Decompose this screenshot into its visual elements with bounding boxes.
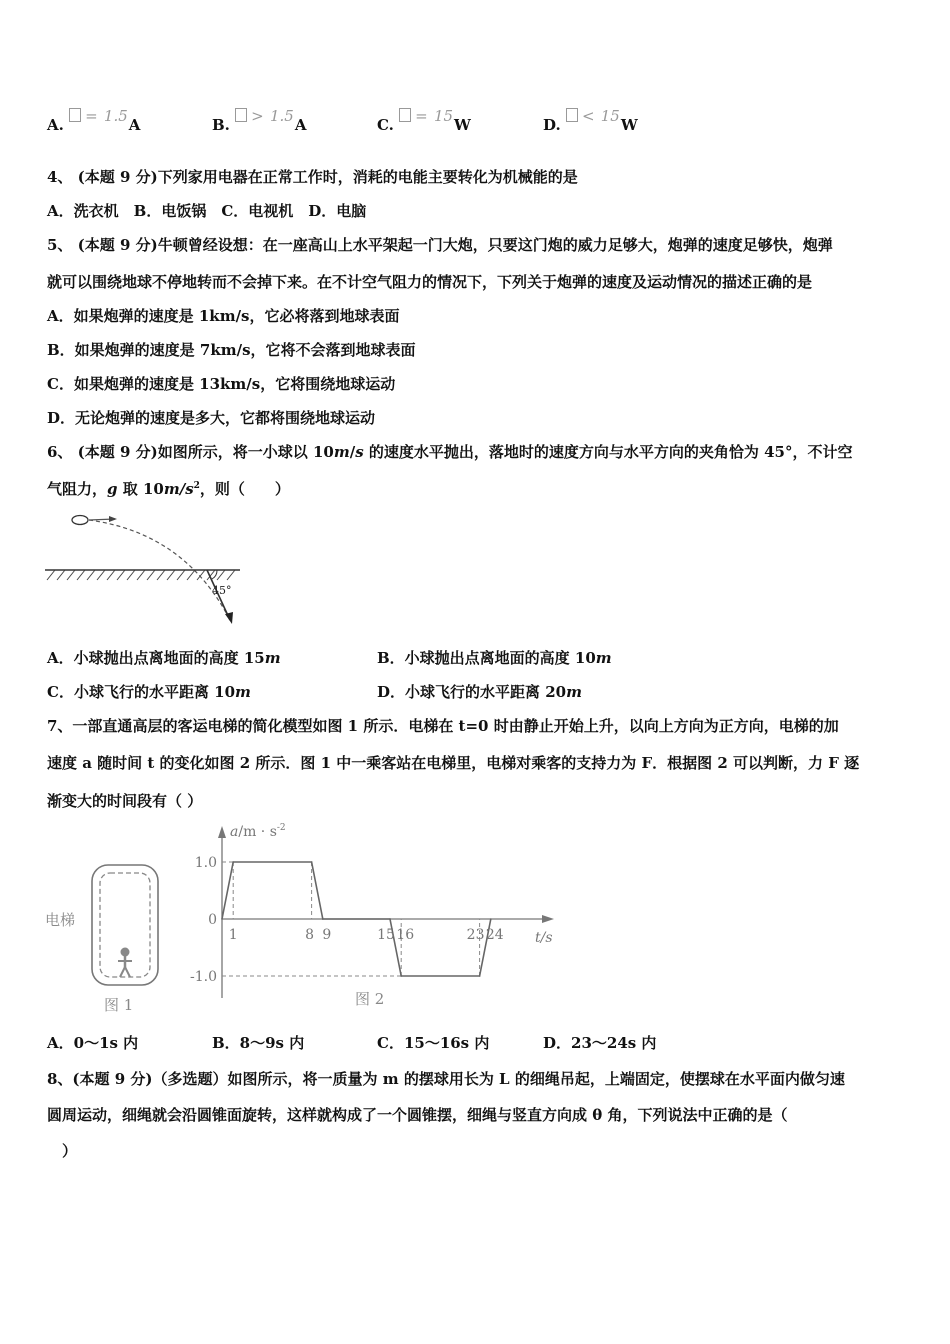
q6-option-b: B．小球抛出点离地面的高度 10m [377, 649, 612, 667]
x-tick-label: 24 [485, 927, 504, 943]
q4-stem: 4、 (本题 9 分)下列家用电器在正常工作时，消耗的电能主要转化为机械能的是 [47, 168, 578, 186]
x-axis-label: t/s [535, 930, 553, 946]
data-point [400, 975, 402, 977]
y-tick-label: -1.0 [190, 969, 217, 985]
q6-stem-line2: 气阻力，g 取 $10m/s^2$，则（ ） [47, 480, 290, 498]
x-tick-label: 9 [322, 927, 332, 943]
y-tick-label: 0 [208, 912, 217, 928]
q8-stem-line2: 圆周运动，细绳就会沿圆锥面旋转，这样就构成了一个圆锥摆，细绳与竖直方向成 θ 角，下列说法中正确的是（ [47, 1106, 788, 1124]
formula-placeholder-icon [235, 108, 247, 122]
data-point [389, 918, 391, 920]
x-tick-label: 8 [305, 927, 315, 943]
q4-options: A．洗衣机 B．电饭锅 C．电视机 D．电脑 [47, 202, 367, 220]
q5-option-a: A．如果炮弹的速度是 1km/s，它必将落到地球表面 [47, 307, 400, 325]
q5-stem-line2: 就可以围绕地球不停地转而不会掉下来。在不计空气阻力的情况下，下列关于炮弹的速度及运动情况的描述正确的是 [47, 273, 813, 291]
q8-stem-line3: ） [62, 1142, 78, 1160]
q7-stem-line2: 速度 a 随时间 t 的变化如图 2 所示．图 1 中一乘客站在电梯里，电梯对乘客的支持力为 F．根据图 2 可以判断，力 F 逐 [47, 754, 860, 772]
arrowhead-icon [225, 612, 233, 624]
x-tick-label: 1 [228, 927, 238, 943]
q7-stem-line1: 7、一部直通高层的客运电梯的简化模型如图 1 所示．电梯在 t=0 时由静止开始上升，以向上方向为正方向，电梯的加 [47, 717, 839, 735]
passenger-icon [118, 948, 132, 978]
x-tick-label: 15 [377, 927, 395, 943]
formula-placeholder-icon [69, 108, 81, 122]
y-axis-arrow-icon [218, 826, 226, 838]
data-point [221, 918, 223, 920]
data-point [311, 861, 313, 863]
formula-placeholder-icon [399, 108, 411, 122]
y-tick-label: 1.0 [194, 855, 217, 871]
q3-option-a: A. = 1.5A [47, 107, 141, 134]
q3-option-b: B. > 1.5A [212, 107, 307, 134]
x-tick-label: 23 [466, 927, 485, 943]
figure2-caption: 图 2 [355, 990, 385, 1008]
x-axis-arrow-icon [542, 915, 554, 923]
chart-marks [190, 855, 504, 985]
data-point [322, 918, 324, 920]
q5-stem-line1: 5、 (本题 9 分)牛顿曾经设想：在一座高山上水平架起一门大炮，只要这门炮的威力足够大，炮弹的速度足够快，炮弹 [47, 236, 833, 254]
angle-label: 45° [212, 584, 232, 597]
elevator-label: 电梯 [45, 911, 76, 929]
q5-option-d: D．无论炮弹的速度是多大，它都将围绕地球运动 [47, 409, 376, 427]
data-point [232, 861, 234, 863]
q6-option-d: D．小球飞行的水平距离 20m [377, 683, 582, 701]
figure1-caption: 图 1 [104, 996, 134, 1014]
q7-option-a: A．0～1s 内 [47, 1034, 139, 1052]
q5-option-b: B．如果炮弹的速度是 7km/s，它将不会落到地球表面 [47, 341, 416, 359]
q5-option-c: C．如果炮弹的速度是 13km/s，它将围绕地球运动 [47, 375, 396, 393]
ground-hatching [47, 570, 235, 580]
y-axis-label: $a/m \cdot s^{-2}$ [230, 823, 286, 840]
q7-option-c: C．15～16s 内 [377, 1034, 490, 1052]
q3-option-c: C. = 15W [377, 107, 471, 134]
q3-option-d: D. < 15W [543, 107, 638, 134]
q6-option-c: C．小球飞行的水平距离 10m [47, 683, 251, 701]
data-point [479, 975, 481, 977]
data-point [490, 918, 492, 920]
q7-option-d: D．23～24s 内 [543, 1034, 657, 1052]
x-tick-label: 16 [396, 927, 415, 943]
q7-elevator-figure [45, 860, 175, 1020]
q7-acceleration-chart [185, 818, 560, 1020]
q6-option-a: A．小球抛出点离地面的高度 15m [47, 649, 281, 667]
q7-stem-line3: 渐变大的时间段有（ ） [47, 792, 203, 810]
q7-option-b: B．8～9s 内 [212, 1034, 305, 1052]
q6-stem-line1: 6、 (本题 9 分)如图所示，将一小球以 10m/s 的速度水平抛出，落地时的速度方向与水平方向的夹角恰为 45°，不计空 [47, 443, 853, 461]
formula-placeholder-icon [566, 108, 578, 122]
arrowhead-icon [109, 516, 117, 522]
ball-icon [72, 516, 88, 525]
q8-stem-line1: 8、(本题 9 分)（多选题）如图所示，将一质量为 m 的摆球用长为 L 的细绳吊起，上端固定，使摆球在水平面内做匀速 [47, 1070, 845, 1088]
q6-projectile-figure [45, 508, 240, 625]
